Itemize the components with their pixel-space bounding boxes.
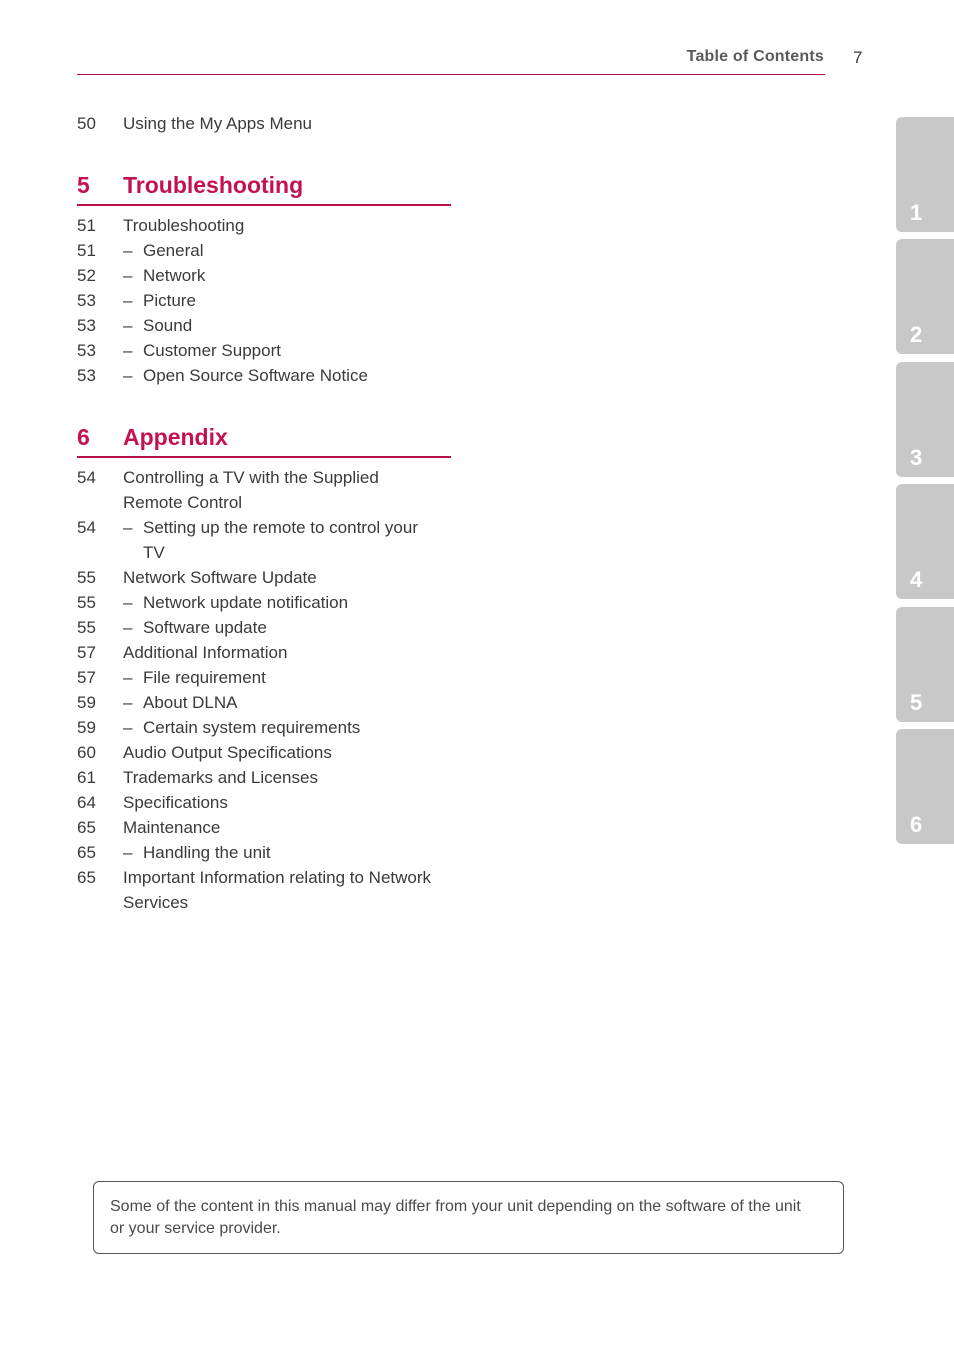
toc-page-number: 57: [77, 668, 96, 687]
toc-entry-label: Sound: [143, 316, 193, 335]
dash-bullet: –: [123, 693, 133, 712]
dash-bullet: –: [123, 366, 133, 385]
header-divider: [77, 74, 825, 75]
toc-entry-label: Controlling a TV with the Supplied: [123, 468, 379, 487]
toc-page-number: 52: [77, 266, 96, 285]
section-number: 5: [77, 172, 90, 198]
dash-bullet: –: [123, 341, 133, 360]
toc-entry-label: Picture: [143, 291, 196, 310]
toc-page-number: 54: [77, 518, 96, 537]
header-title: Table of Contents: [686, 48, 824, 65]
toc-page-number: 53: [77, 341, 96, 360]
toc-entry-label: Open Source Software Notice: [143, 366, 368, 385]
toc-entry-label: Troubleshooting: [123, 216, 245, 235]
dash-bullet: –: [123, 843, 133, 862]
toc-entry-label: Network update notification: [143, 593, 349, 612]
toc-page-number: 61: [77, 768, 96, 787]
toc-page-number: 50: [77, 114, 96, 133]
toc-page-number: 65: [77, 843, 96, 862]
toc-entry-label: Software update: [143, 618, 267, 637]
toc-page-number: 53: [77, 366, 96, 385]
toc-entry-label: About DLNA: [143, 693, 238, 712]
chapter-tab-3[interactable]: [896, 362, 954, 477]
toc-entry-label: Additional Information: [123, 643, 288, 662]
toc-entry-label: Audio Output Specifications: [123, 743, 332, 762]
dash-bullet: –: [123, 668, 133, 687]
toc-page-number: 55: [77, 593, 96, 612]
toc-entry-label: Trademarks and Licenses: [123, 768, 318, 787]
page-number: 7: [853, 48, 863, 67]
toc-entry-label: Network Software Update: [123, 568, 317, 587]
toc-entry-label: Specifications: [123, 793, 228, 812]
toc-entry-label: General: [143, 241, 204, 260]
chapter-tab-2[interactable]: [896, 239, 954, 354]
toc-entry-label: Handling the unit: [143, 843, 271, 862]
toc-page-number: 51: [77, 241, 96, 260]
toc-page-number: 53: [77, 291, 96, 310]
chapter-tab-4[interactable]: [896, 484, 954, 599]
dash-bullet: –: [123, 718, 133, 737]
section-title: Troubleshooting: [123, 172, 304, 198]
chapter-tab-label: 1: [910, 200, 923, 225]
toc-page-number: 65: [77, 818, 96, 837]
chapter-tab-label: 5: [910, 690, 923, 715]
chapter-tab-label: 6: [910, 812, 923, 837]
toc-entry-label-continued: Remote Control: [123, 493, 243, 512]
section-heading-troubleshooting: [77, 170, 451, 206]
dash-bullet: –: [123, 618, 133, 637]
note-box: Some of the content in this manual may differ from your unit depending on the software of the unit or your service provider.: [93, 1181, 844, 1254]
dash-bullet: –: [123, 266, 133, 285]
toc-page-number: 65: [77, 868, 96, 887]
toc-page-number: 55: [77, 568, 96, 587]
toc-entry-label: Using the My Apps Menu: [123, 114, 312, 133]
chapter-tab-label: 2: [910, 322, 923, 347]
toc-entry-label: Network: [143, 266, 206, 285]
chapter-tab-label: 4: [910, 567, 923, 592]
toc-page-number: 64: [77, 793, 96, 812]
dash-bullet: –: [123, 241, 133, 260]
dash-bullet: –: [123, 291, 133, 310]
section-title: Appendix: [123, 424, 228, 450]
toc-page-number: 51: [77, 216, 96, 235]
section-heading-appendix: [77, 422, 451, 458]
dash-bullet: –: [123, 316, 133, 335]
chapter-tab-label: 3: [910, 445, 923, 470]
toc-entry-label-continued: Services: [123, 893, 189, 912]
toc-entry-label: Maintenance: [123, 818, 221, 837]
toc-page-number: 57: [77, 643, 96, 662]
toc-page-number: 55: [77, 618, 96, 637]
chapter-tab-6[interactable]: [896, 729, 954, 844]
chapter-tab-1[interactable]: [896, 117, 954, 232]
toc-page-number: 59: [77, 693, 96, 712]
toc-entry-label: Certain system requirements: [143, 718, 361, 737]
dash-bullet: –: [123, 593, 133, 612]
toc-entry-label: Customer Support: [143, 341, 281, 360]
toc-entry-label-continued: TV: [143, 543, 165, 562]
toc-page-number: 53: [77, 316, 96, 335]
toc-page-number: 60: [77, 743, 96, 762]
toc-page-number: 59: [77, 718, 96, 737]
toc-entry-label: Setting up the remote to control your: [143, 518, 418, 537]
toc-entry-label: File requirement: [143, 668, 266, 687]
toc-page-number: 54: [77, 468, 96, 487]
toc-entry-label: Important Information relating to Network: [123, 868, 432, 887]
dash-bullet: –: [123, 518, 133, 537]
chapter-tab-5[interactable]: [896, 607, 954, 722]
section-number: 6: [77, 424, 90, 450]
